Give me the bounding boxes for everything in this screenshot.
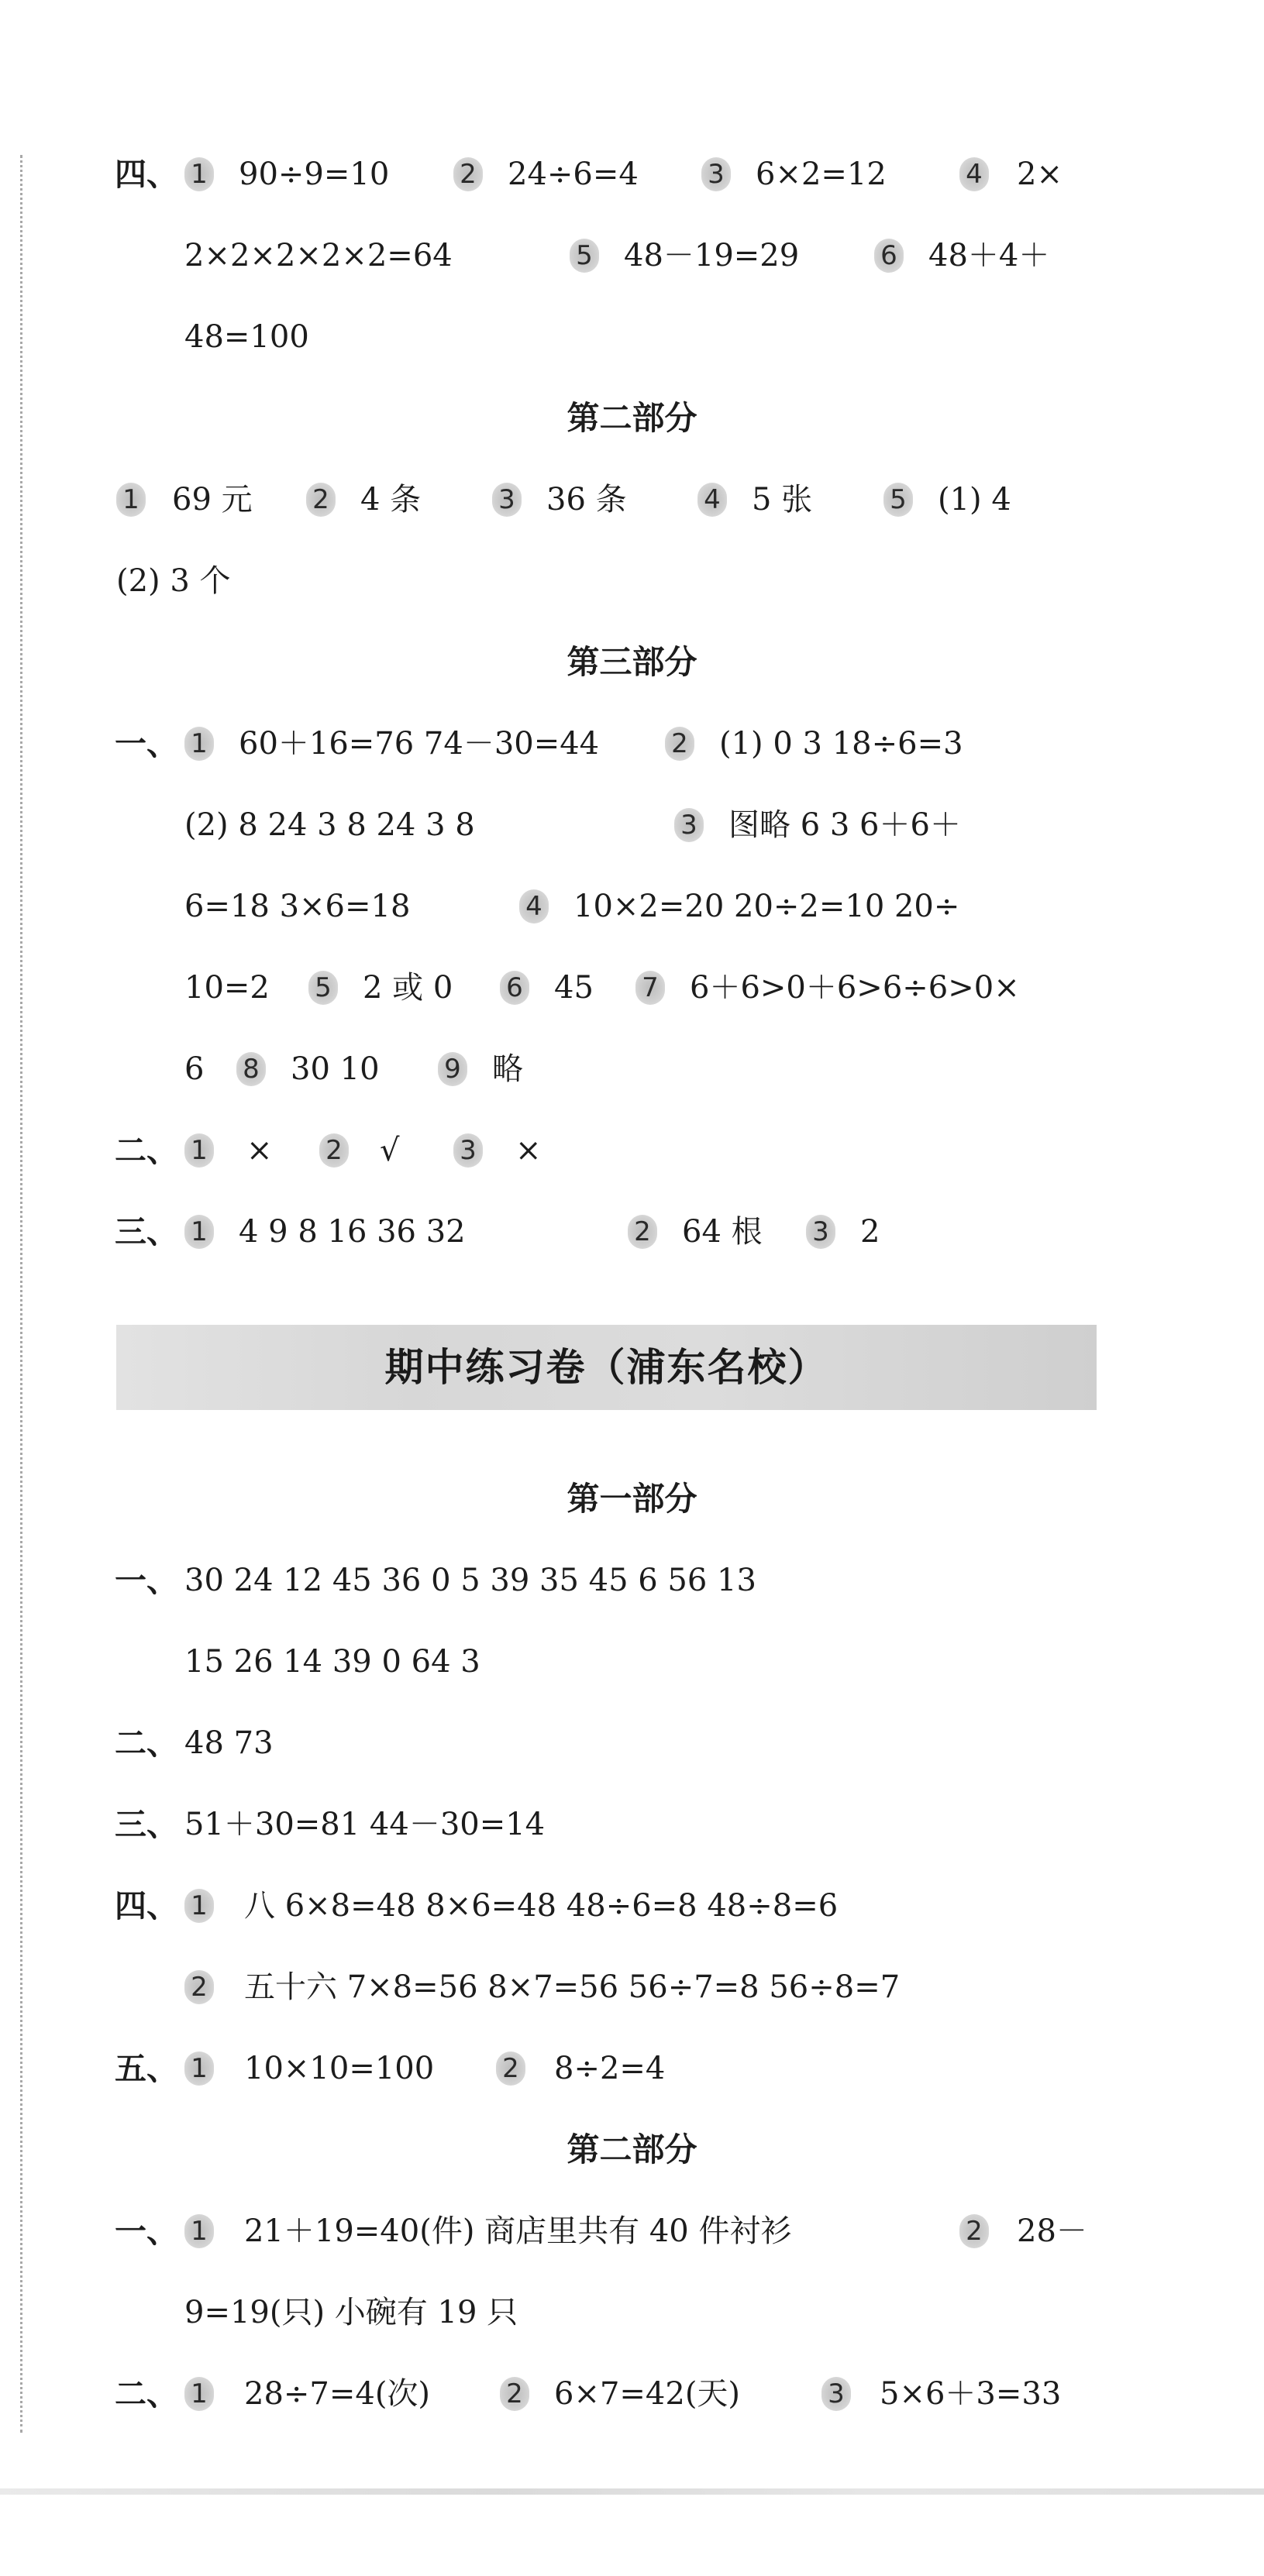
answer-text: 28÷7=4(次) <box>244 2376 431 2412</box>
item-number-badge: 2 <box>665 727 694 761</box>
item-number-badge: 3 <box>492 483 522 517</box>
answer-text: 30 10 <box>291 1051 380 1087</box>
answer-text: 五十六 7×8=56 8×7=56 56÷7=8 56÷8=7 <box>244 1969 901 2005</box>
answer-text: 15 26 14 39 0 64 3 <box>184 1644 480 1680</box>
item-number-badge: 5 <box>883 483 913 517</box>
answer-line <box>0 1875 1264 1937</box>
answer-text: 2 <box>860 1214 880 1250</box>
answer-line <box>0 550 1264 612</box>
answer-text: 10×10=100 <box>244 2051 435 2086</box>
question-label: 五、 <box>115 2050 178 2087</box>
answer-line <box>0 713 1264 775</box>
item-number-badge: 3 <box>806 1215 835 1249</box>
question-label: 四、 <box>115 156 178 193</box>
item-number-badge: 6 <box>874 239 904 273</box>
answer-text: (2) 8 24 3 8 24 3 8 <box>184 807 475 843</box>
answer-text: 10=2 <box>184 970 270 1006</box>
answer-line <box>0 1956 1264 2018</box>
answer-text: 2× <box>1017 156 1063 192</box>
answer-line <box>0 794 1264 856</box>
item-number-badge: 3 <box>453 1133 483 1168</box>
item-number-badge: 2 <box>959 2214 989 2248</box>
answer-line <box>0 1549 1264 1611</box>
answer-text: 10×2=20 20÷2=10 20÷ <box>573 889 960 924</box>
answer-text: 2 或 0 <box>363 970 453 1006</box>
answer-line <box>0 1794 1264 1855</box>
item-number-badge: 2 <box>500 2377 529 2411</box>
item-number-badge: 2 <box>628 1215 657 1249</box>
item-number-badge: 9 <box>438 1052 467 1086</box>
answer-text: 5 张 <box>752 482 813 518</box>
exam-title-banner: 期中练习卷（浦东名校） <box>116 1325 1097 1410</box>
answer-text: 64 根 <box>682 1214 763 1250</box>
answer-line <box>0 1119 1264 1181</box>
item-number-badge: 1 <box>184 1215 214 1249</box>
answer-line <box>0 2363 1264 2425</box>
item-number-badge: 1 <box>184 727 214 761</box>
page-bottom-rule <box>0 2488 1264 2495</box>
section-heading: 第一部分 <box>567 1480 697 1518</box>
item-number-badge: 1 <box>184 157 214 191</box>
item-number-badge: 1 <box>184 2052 214 2086</box>
answer-text: 2×2×2×2×2=64 <box>184 238 453 273</box>
answer-text: 36 条 <box>546 482 627 518</box>
answer-line <box>0 1038 1264 1100</box>
answer-text: 28－ <box>1017 2213 1087 2249</box>
answer-text: (2) 3 个 <box>116 563 231 599</box>
answer-line <box>0 1712 1264 1774</box>
answer-line <box>0 1201 1264 1263</box>
answer-line <box>0 1631 1264 1693</box>
answer-line <box>0 957 1264 1019</box>
section-heading: 第二部分 <box>567 399 697 437</box>
answer-text: 八 6×8=48 8×6=48 48÷6=8 48÷8=6 <box>244 1888 839 1924</box>
answer-text: 24÷6=4 <box>508 156 639 192</box>
item-number-badge: 4 <box>519 889 549 923</box>
answer-text: √ <box>380 1133 400 1168</box>
section-heading: 第三部分 <box>567 643 697 681</box>
answer-text: (1) 0 3 18÷6=3 <box>719 726 963 762</box>
answer-line <box>0 225 1264 287</box>
answer-text: 6＋6>0＋6>6÷6>0× <box>690 970 1020 1006</box>
item-number-badge: 1 <box>184 2377 214 2411</box>
answer-text: 30 24 12 45 36 0 5 39 35 45 6 56 13 <box>184 1563 756 1598</box>
question-label: 二、 <box>115 2375 178 2413</box>
answer-text: 5×6＋3=33 <box>880 2376 1062 2412</box>
item-number-badge: 8 <box>236 1052 266 1086</box>
question-label: 三、 <box>115 1213 178 1250</box>
question-label: 一、 <box>115 1562 178 1599</box>
answer-text: 图略 6 3 6＋6＋ <box>728 807 961 843</box>
answer-text: 60＋16=76 74－30=44 <box>239 726 600 762</box>
answer-text: 48＋4＋ <box>928 238 1050 273</box>
item-number-badge: 4 <box>959 157 989 191</box>
item-number-badge: 4 <box>697 483 727 517</box>
answer-text: 6=18 3×6=18 <box>184 889 411 924</box>
answer-text: 4 9 8 16 36 32 <box>239 1214 466 1250</box>
answer-text: 51＋30=81 44－30=14 <box>184 1807 546 1842</box>
answer-line <box>0 306 1264 368</box>
item-number-badge: 5 <box>308 971 338 1005</box>
item-number-badge: 2 <box>496 2052 525 2086</box>
item-number-badge: 7 <box>635 971 665 1005</box>
answer-text: 69 元 <box>172 482 253 518</box>
answer-line <box>0 469 1264 531</box>
answer-text: 45 <box>554 970 594 1006</box>
answer-text: × <box>246 1133 273 1168</box>
answer-text: 4 条 <box>360 482 422 518</box>
answer-text: 6×2=12 <box>756 156 887 192</box>
answer-text: 6 <box>184 1051 205 1087</box>
question-label: 四、 <box>115 1887 178 1924</box>
item-number-badge: 3 <box>701 157 731 191</box>
answer-text: 8÷2=4 <box>554 2051 666 2086</box>
item-number-badge: 1 <box>184 1889 214 1923</box>
item-number-badge: 2 <box>184 1970 214 2004</box>
answer-line <box>0 143 1264 205</box>
item-number-badge: 2 <box>453 157 483 191</box>
item-number-badge: 3 <box>821 2377 851 2411</box>
answer-text: × <box>515 1133 542 1168</box>
answer-line <box>0 2282 1264 2344</box>
question-label: 二、 <box>115 1132 178 1169</box>
answer-text: 21＋19=40(件) 商店里共有 40 件衬衫 <box>244 2213 792 2249</box>
question-label: 二、 <box>115 1725 178 1762</box>
answer-text: 90÷9=10 <box>239 156 390 192</box>
section-heading: 第二部分 <box>567 2131 697 2168</box>
answer-text: 9=19(只) 小碗有 19 只 <box>184 2295 518 2330</box>
answer-line <box>0 2200 1264 2262</box>
answer-text: 48=100 <box>184 319 309 355</box>
item-number-badge: 2 <box>319 1133 349 1168</box>
item-number-badge: 5 <box>570 239 599 273</box>
question-label: 三、 <box>115 1806 178 1843</box>
item-number-badge: 1 <box>116 483 146 517</box>
item-number-badge: 3 <box>674 808 704 842</box>
answer-text: 48－19=29 <box>624 238 800 273</box>
question-label: 一、 <box>115 2213 178 2250</box>
item-number-badge: 1 <box>184 2214 214 2248</box>
answer-text: 48 73 <box>184 1725 274 1761</box>
answer-line <box>0 2038 1264 2100</box>
answer-text: (1) 4 <box>938 482 1011 518</box>
item-number-badge: 6 <box>500 971 529 1005</box>
item-number-badge: 1 <box>184 1133 214 1168</box>
answer-text: 略 <box>492 1051 523 1087</box>
answer-line <box>0 875 1264 937</box>
answer-text: 6×7=42(天) <box>554 2376 741 2412</box>
question-label: 一、 <box>115 725 178 762</box>
item-number-badge: 2 <box>306 483 336 517</box>
